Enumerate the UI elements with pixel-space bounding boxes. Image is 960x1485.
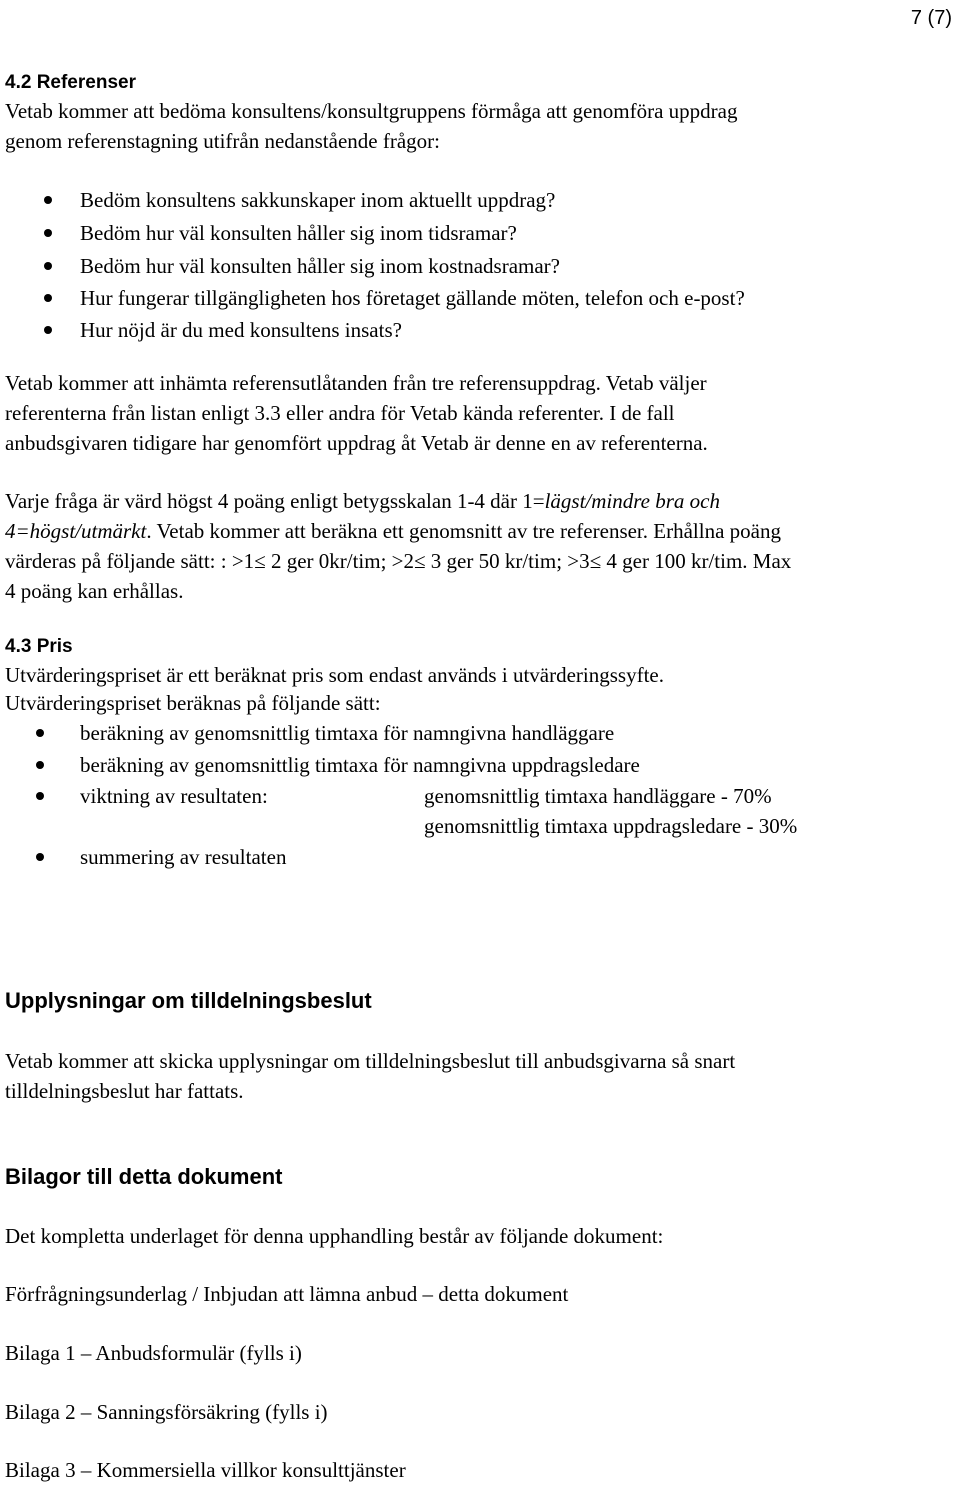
bullet-icon [44, 196, 52, 204]
list-item: viktning av resultaten: [80, 784, 268, 808]
bilaga-item: Bilaga 2 – Sanningsförsäkring (fylls i) [5, 1400, 328, 1424]
list-item: Hur nöjd är du med konsultens insats? [80, 318, 402, 342]
bilaga-item: Förfrågningsunderlag / Inbjudan att lämna anbud – detta dokument [5, 1282, 569, 1306]
list-item: beräkning av genomsnittlig timtaxa för namngivna uppdragsledare [80, 753, 640, 777]
price-line-2: Utvärderingspriset beräknas på följande sätt: [5, 691, 381, 715]
paragraph-3-line-1 [5, 486, 720, 516]
bullet-icon [44, 294, 52, 302]
page-number: 7 (7) [910, 7, 952, 29]
bullet-icon [36, 792, 44, 800]
italic-span: lägst/mindre bra och [544, 489, 720, 513]
italic-span: 4=högst/utmärkt [5, 519, 147, 543]
price-line-1: Utvärderingspriset är ett beräknat pris som endast används i utvärderingssyfte. [5, 663, 664, 687]
bullet-icon [44, 262, 52, 270]
bullet-icon [44, 326, 52, 334]
upplysningar-heading: Upplysningar om tilldelningsbeslut [5, 988, 372, 1013]
weighting-value-1: genomsnittlig timtaxa handläggare - 70% [424, 784, 772, 808]
bullet-icon [36, 729, 44, 737]
list-item: summering av resultaten [80, 845, 287, 869]
text-span: Varje fråga är värd högst 4 poäng enligt betygsskalan 1-4 där 1= [5, 489, 545, 513]
bullet-icon [44, 229, 52, 237]
paragraph-3-line-4: 4 poäng kan erhållas. [5, 579, 184, 603]
upplysningar-line-2: tilldelningsbeslut har fattats. [5, 1079, 244, 1103]
intro-line-1: Vetab kommer att bedöma konsultens/konsultgruppens förmåga att genomföra uppdrag [5, 99, 738, 123]
section-heading-4-2: 4.2 Referenser [5, 72, 136, 93]
upplysningar-line-1: Vetab kommer att skicka upplysningar om tilldelningsbeslut till anbudsgivarna så snart [5, 1049, 736, 1073]
bilaga-item: Bilaga 3 – Kommersiella villkor konsulttjänster [5, 1458, 406, 1482]
list-item: beräkning av genomsnittlig timtaxa för namngivna handläggare [80, 721, 615, 745]
bilagor-intro: Det kompletta underlaget för denna upphandling består av följande dokument: [5, 1224, 664, 1248]
paragraph-2-line-1: Vetab kommer att inhämta referensutlåtanden från tre referensuppdrag. Vetab väljer [5, 371, 707, 395]
bullet-icon [36, 761, 44, 769]
list-item: Bedöm konsultens sakkunskaper inom aktuellt uppdrag? [80, 188, 556, 212]
paragraph-2-line-2: referenterna från listan enligt 3.3 eller andra för Vetab kända referenter. I de fall [5, 401, 675, 425]
text-span: . Vetab kommer att beräkna ett genomsnitt av tre referenser. Erhållna poäng [146, 519, 781, 543]
bilaga-item: Bilaga 1 – Anbudsformulär (fylls i) [5, 1341, 302, 1365]
paragraph-3-line-2 [5, 516, 781, 546]
paragraph-2-line-3: anbudsgivaren tidigare har genomfört uppdrag åt Vetab är denne en av referenterna. [5, 431, 708, 455]
list-item: Bedöm hur väl konsulten håller sig inom tidsramar? [80, 221, 517, 245]
list-item: Hur fungerar tillgängligheten hos företaget gällande möten, telefon och e-post? [80, 286, 745, 310]
list-item: Bedöm hur väl konsulten håller sig inom kostnadsramar? [80, 254, 560, 278]
weighting-value-2: genomsnittlig timtaxa uppdragsledare - 30% [424, 814, 798, 838]
section-heading-4-3: 4.3 Pris [5, 636, 73, 657]
paragraph-3-line-3: värderas på följande sätt: : >1≤ 2 ger 0kr/tim; >2≤ 3 ger 50 kr/tim; >3≤ 4 ger 100 kr/tim. Max [5, 549, 792, 573]
intro-line-2: genom referenstagning utifrån nedanstående frågor: [5, 129, 440, 153]
bilagor-heading: Bilagor till detta dokument [5, 1164, 283, 1189]
bullet-icon [36, 853, 44, 861]
